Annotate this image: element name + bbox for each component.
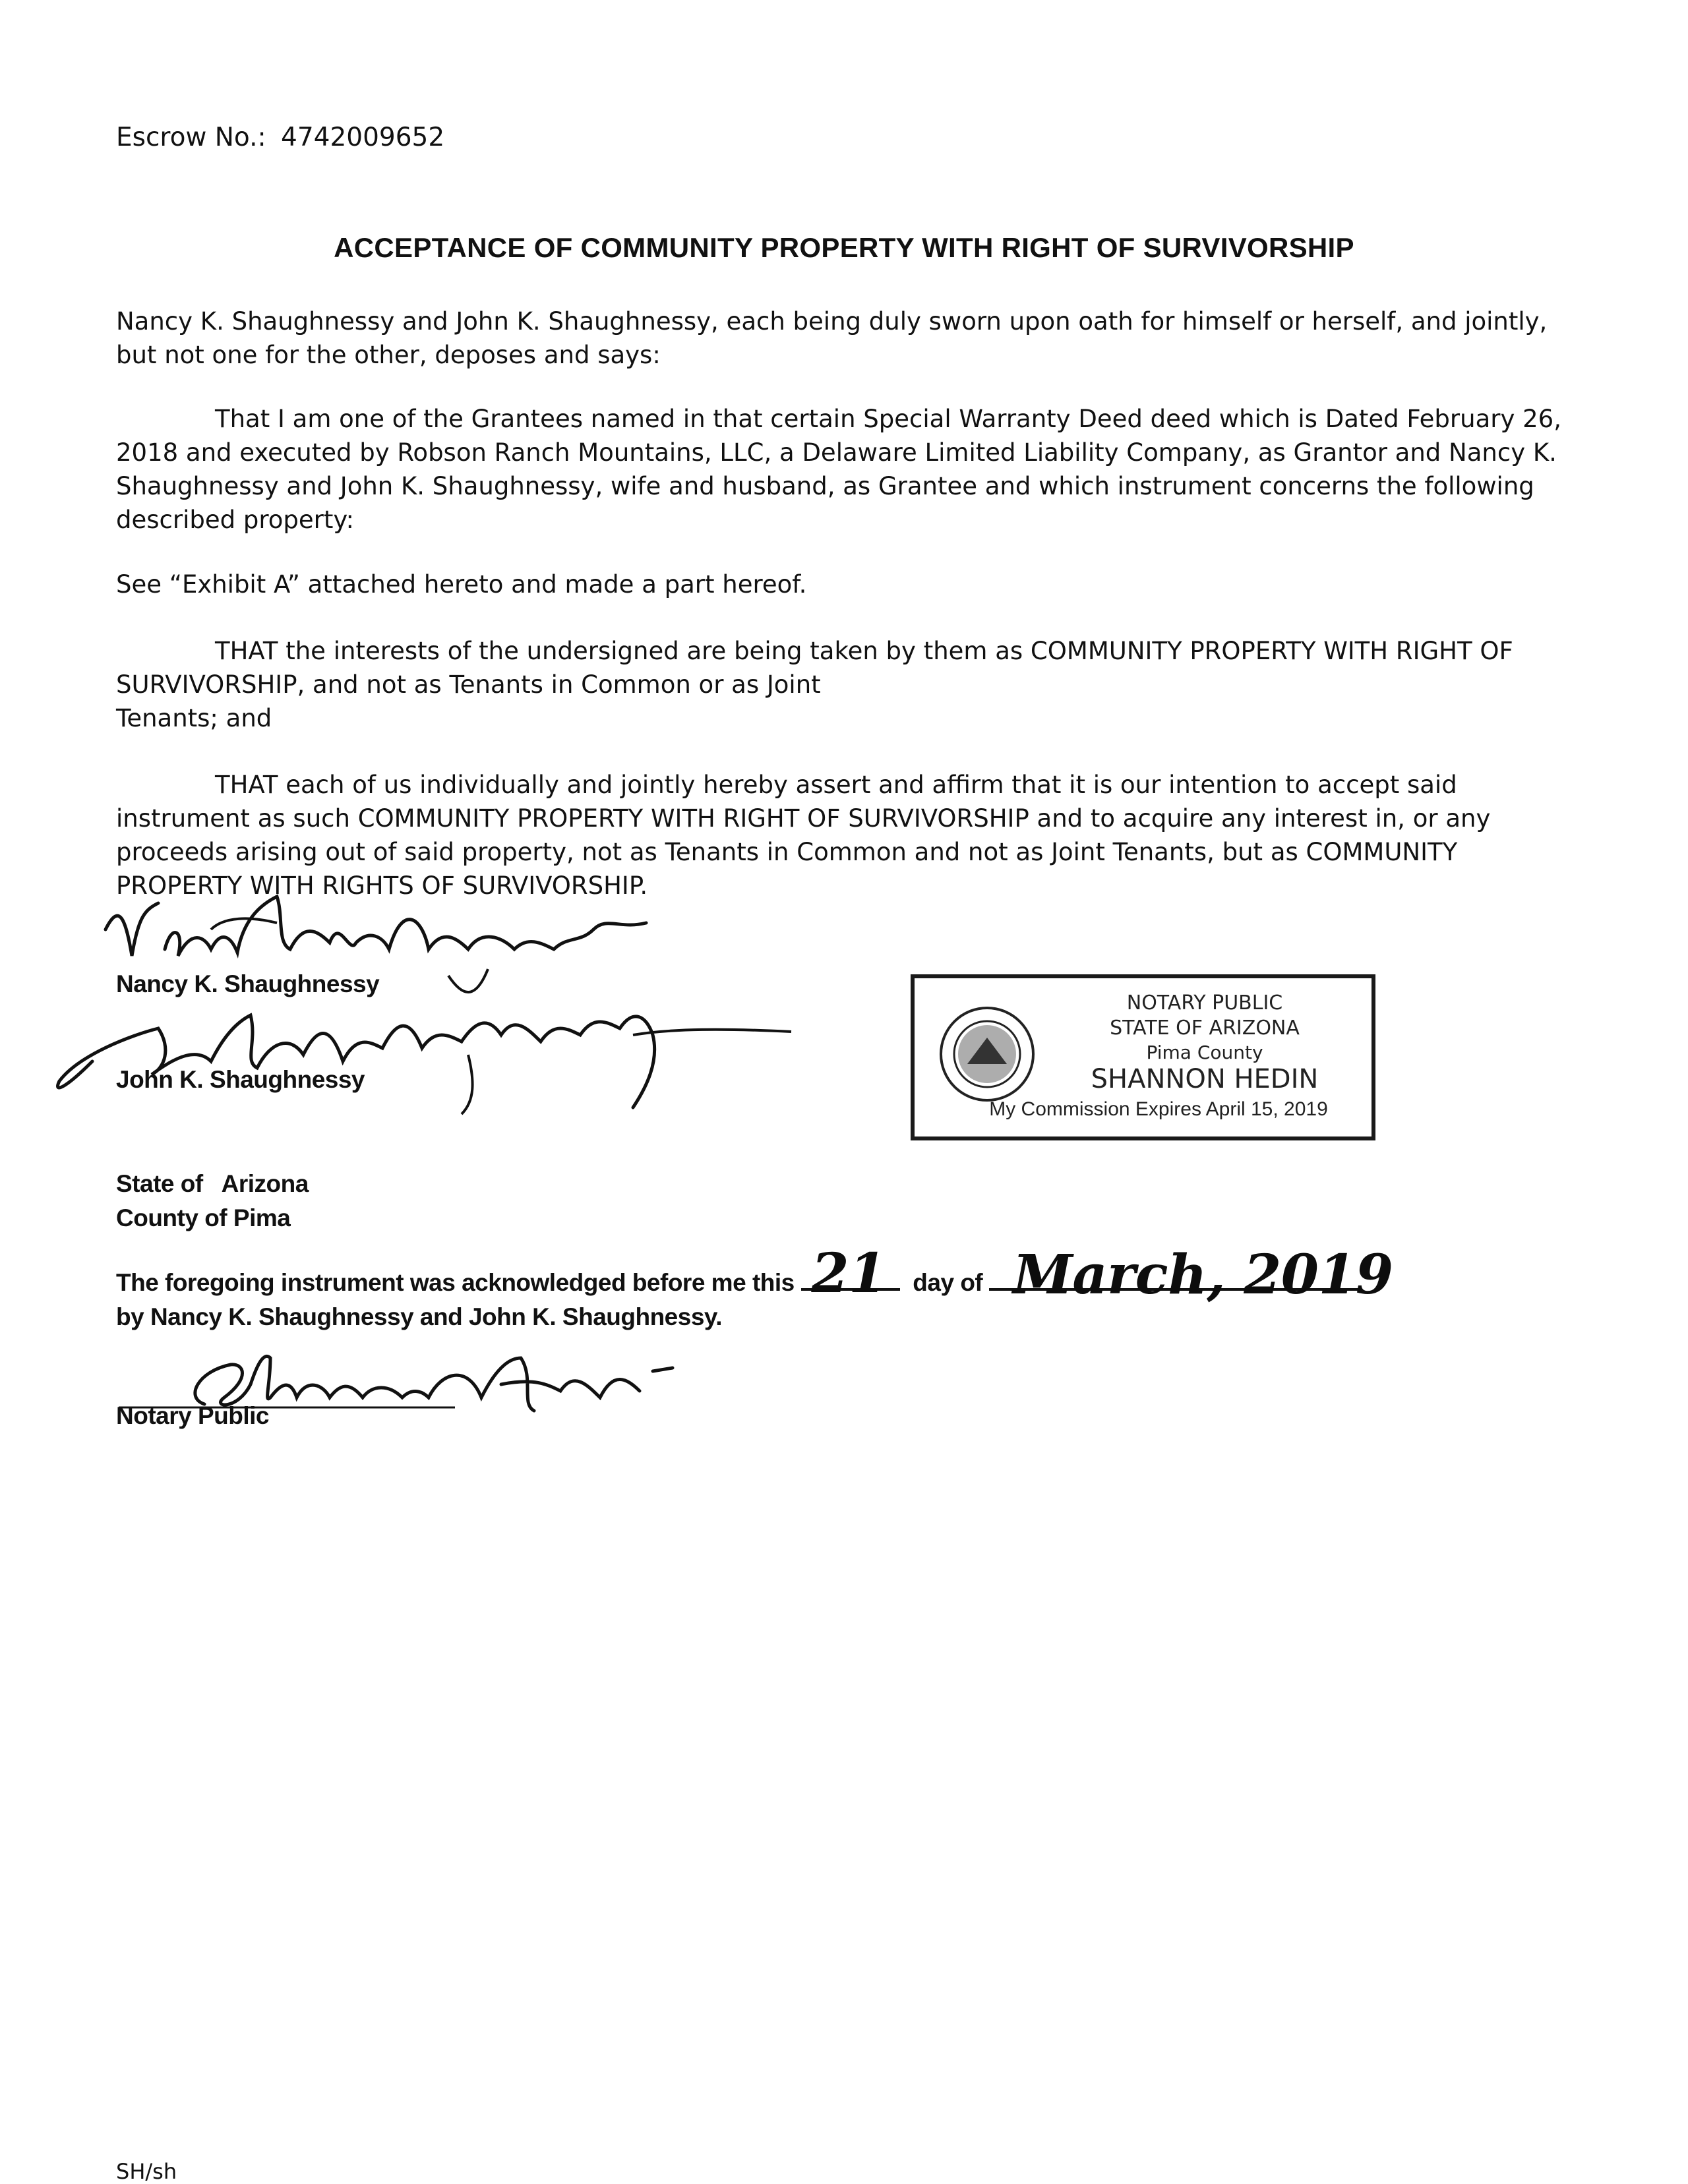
escrow-line bbox=[116, 121, 444, 154]
footer-initials: SH/sh bbox=[116, 2159, 177, 2184]
para1-line-3: Shaughnessy and John K. Shaughnessy, wife and husband, as Grantee and which instrument concerns the following bbox=[116, 472, 1534, 500]
ack-day-value: 21 bbox=[811, 1242, 886, 1305]
signer-1-name: Nancy K. Shaughnessy bbox=[116, 970, 380, 997]
venue-county: County of Pima bbox=[116, 1204, 291, 1231]
para1-line-4: described property: bbox=[116, 506, 355, 534]
stamp-line-3: Pima County bbox=[1146, 1042, 1263, 1063]
notary-signature bbox=[112, 1332, 771, 1450]
stamp-line-1: NOTARY PUBLIC bbox=[1126, 991, 1283, 1015]
document-title: ACCEPTANCE OF COMMUNITY PROPERTY WITH RIGHT OF SURVIVORSHIP bbox=[334, 232, 1354, 263]
escrow-number: 4742009652 bbox=[281, 123, 445, 152]
para3-line-4: PROPERTY WITH RIGHTS OF SURVIVORSHIP. bbox=[116, 871, 648, 900]
acknowledgment-line-2: by Nancy K. Shaughnessy and John K. Shaughnessy. bbox=[116, 1303, 723, 1330]
ack-month-year-value: March, 2019 bbox=[1013, 1243, 1393, 1307]
stamp-line-4: SHANNON HEDIN bbox=[1091, 1064, 1319, 1094]
escrow-label: Escrow No.: bbox=[116, 123, 266, 152]
intro-paragraph bbox=[116, 305, 1547, 372]
para3-line-3: proceeds arising out of said property, not as Tenants in Common and not as Joint Tenants, but as COMMUNITY bbox=[116, 838, 1458, 866]
notary-public-label: Notary Public bbox=[116, 1402, 269, 1429]
state-seal-icon bbox=[938, 1005, 1037, 1104]
para1-line-2: 2018 and executed by Robson Ranch Mountains, LLC, a Delaware Limited Liability Company, as Grantor and Nancy K. bbox=[116, 438, 1557, 467]
paragraph-interests bbox=[116, 634, 1513, 735]
exhibit-reference: See “Exhibit A” attached hereto and made a part hereof. bbox=[116, 570, 807, 599]
notary-stamp bbox=[911, 974, 1375, 1140]
acknowledgment-line-1 bbox=[116, 1242, 1393, 1307]
signer-2-name: John K. Shaughnessy bbox=[116, 1066, 365, 1093]
para2-line-3: Tenants; and bbox=[116, 704, 272, 732]
venue-state: State of Arizona bbox=[116, 1170, 309, 1197]
stamp-line-2: STATE OF ARIZONA bbox=[1110, 1017, 1300, 1040]
paragraph-grantees bbox=[116, 402, 1561, 537]
para3-line-2: instrument as such COMMUNITY PROPERTY WITH RIGHT OF SURVIVORSHIP and to acquire any interest in, or any bbox=[116, 804, 1491, 833]
stamp-line-5: My Commission Expires April 15, 2019 bbox=[989, 1098, 1328, 1120]
intro-line-1: Nancy K. Shaughnessy and John K. Shaughnessy, each being duly sworn upon oath for himself or herself, and jointly, bbox=[116, 307, 1548, 336]
intro-line-2: but not one for the other, deposes and says: bbox=[116, 341, 661, 369]
ack-before-text: The foregoing instrument was acknowledged before me this bbox=[116, 1269, 795, 1296]
para1-line-1: That I am one of the Grantees named in that certain Special Warranty Deed deed which is Dated February 26, bbox=[215, 405, 1561, 433]
para3-line-1: THAT each of us individually and jointly hereby assert and affirm that it is our intention to accept said bbox=[215, 771, 1457, 799]
ack-day-of: day of bbox=[913, 1269, 983, 1296]
para2-line-2: SURVIVORSHIP, and not as Tenants in Common or as Joint bbox=[116, 670, 821, 699]
para2-line-1: THAT the interests of the undersigned are being taken by them as COMMUNITY PROPERTY WITH RIGHT OF bbox=[215, 637, 1513, 665]
